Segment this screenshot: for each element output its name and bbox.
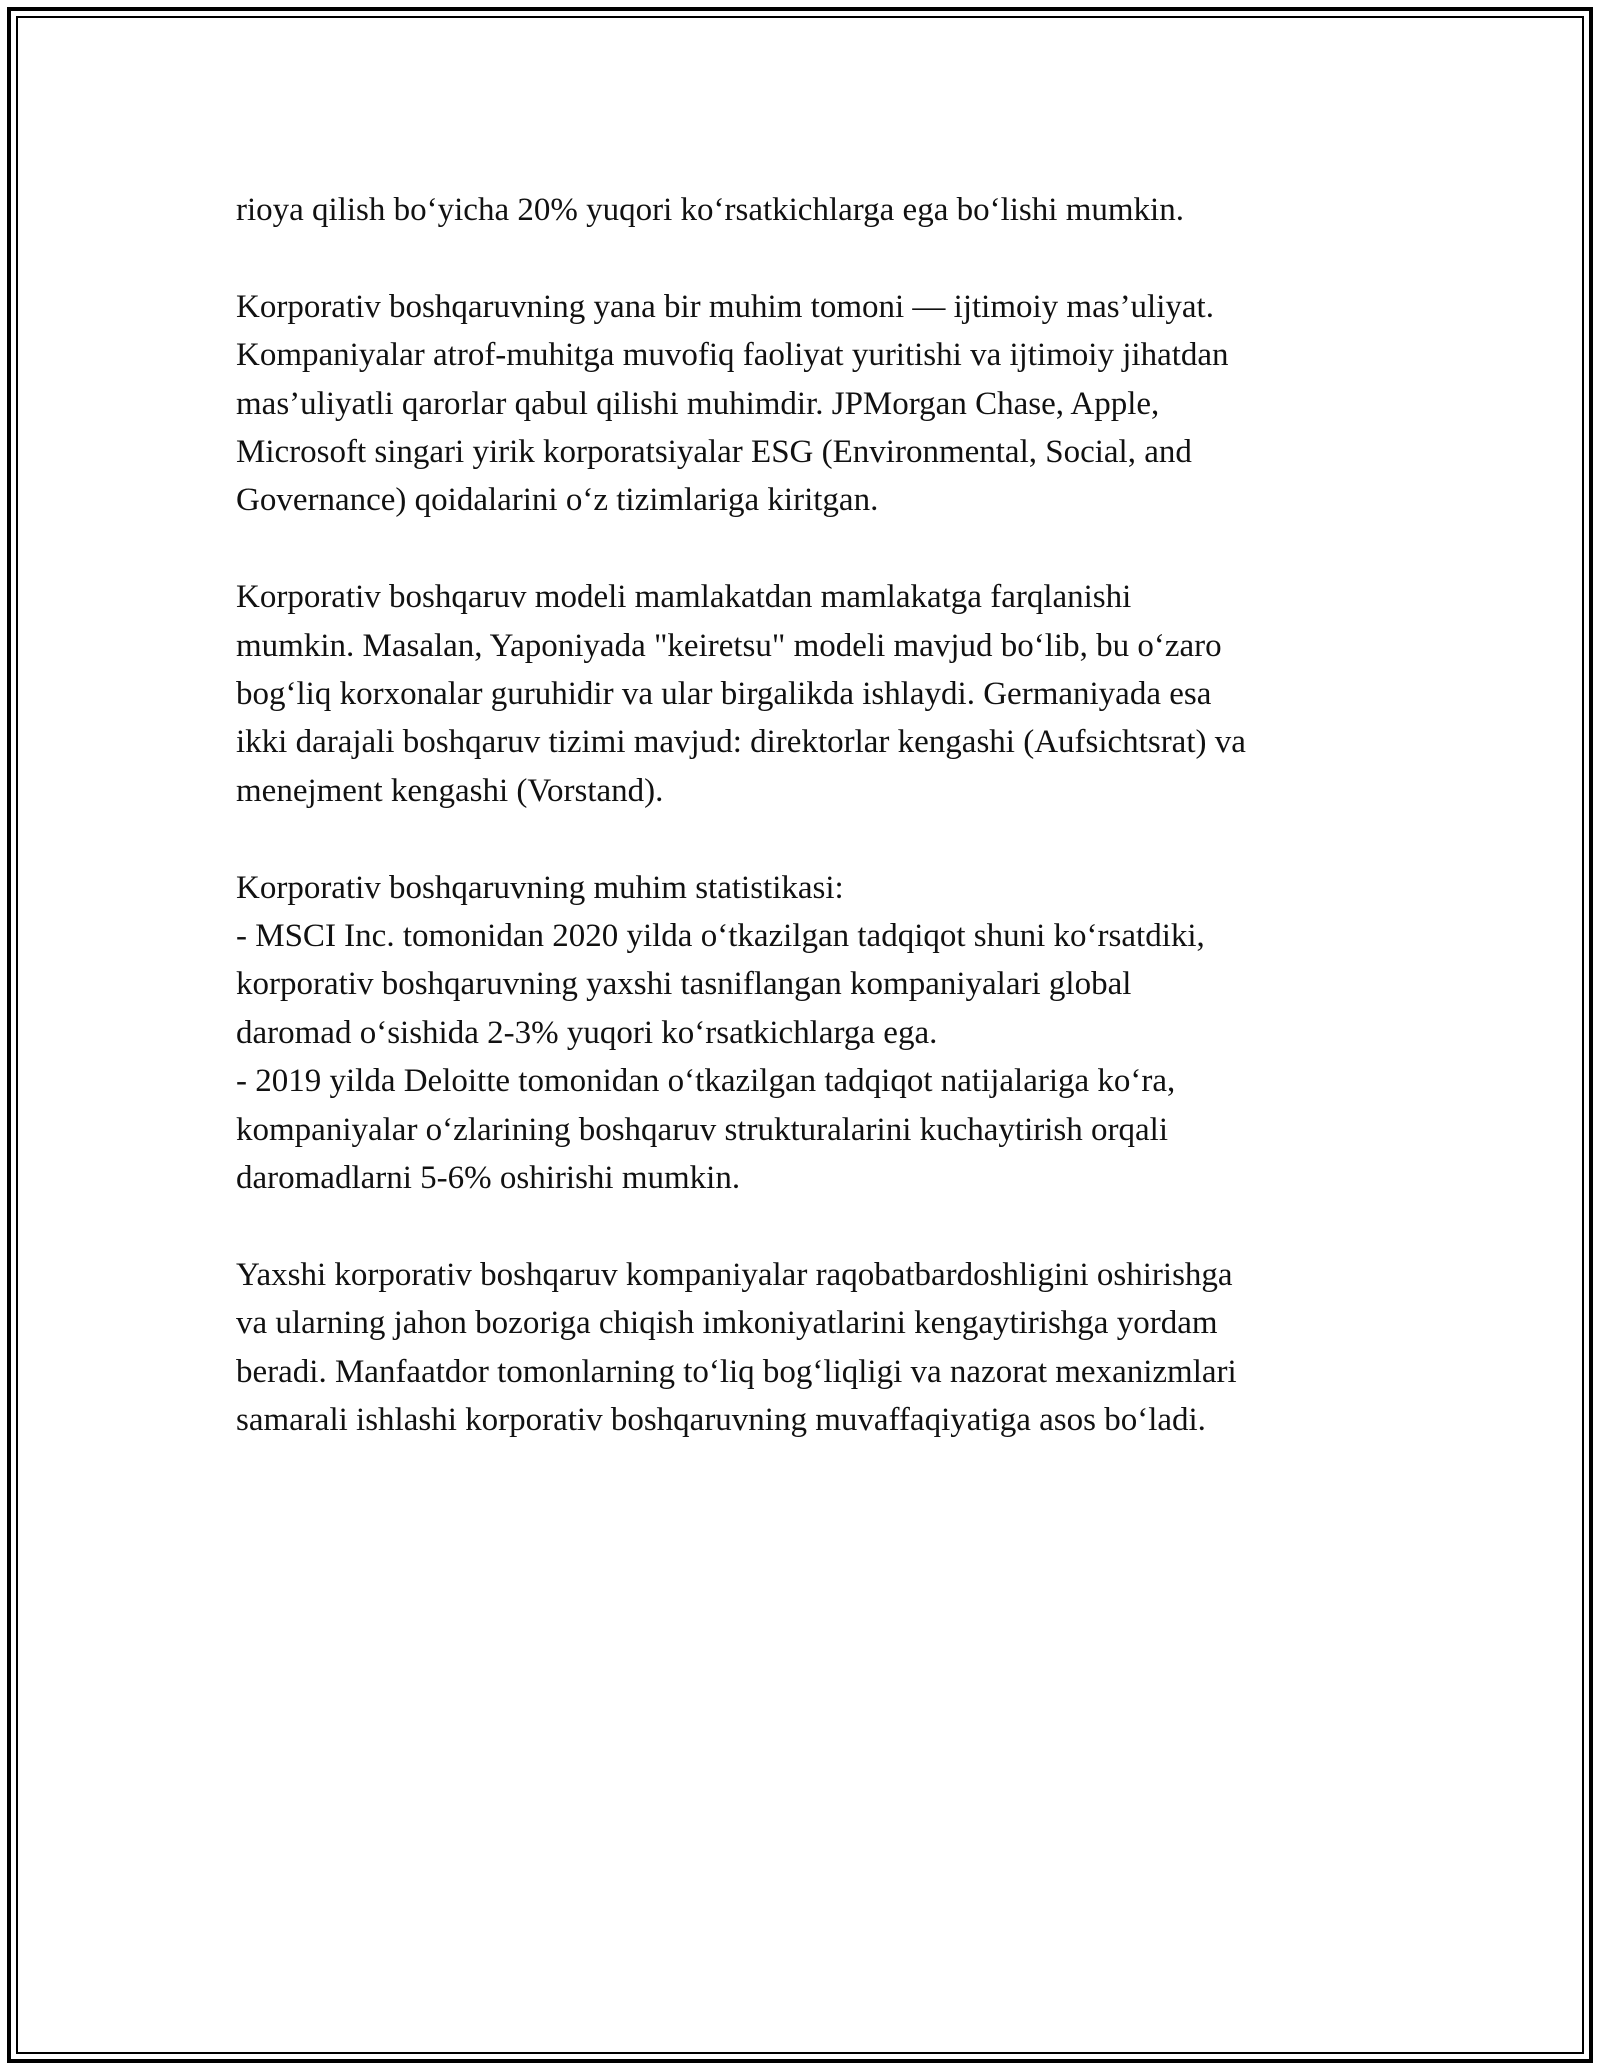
text-line: kompaniyalar o‘zlarining boshqaruv strukturalarini kuchaytirish orqali: [236, 1111, 1168, 1148]
text-line: Microsoft singari yirik korporatsiyalar ESG (Environmental, Social, and: [236, 434, 1192, 471]
text-line: samarali ishlashi korporativ boshqaruvning muvaffaqiyatiga asos bo‘ladi.: [236, 1402, 1206, 1439]
text-line: Korporativ boshqaruvning yana bir muhim tomoni — ijtimoiy mas’uliyat.: [236, 288, 1214, 325]
document-body: [236, 186, 1386, 1493]
text-line: mas’uliyatli qarorlar qabul qilishi muhimdir. JPMorgan Chase, Apple,: [236, 385, 1160, 422]
list-item-line: - MSCI Inc. tomonidan 2020 yilda o‘tkazilgan tadqiqot shuni ko‘rsatdiki,: [236, 918, 1205, 955]
paragraph-3: [236, 573, 1386, 815]
paragraph-4-statistics: [236, 864, 1386, 1203]
text-line: ikki darajali boshqaruv tizimi mavjud: direktorlar kengashi (Aufsichtsrat) va: [236, 724, 1246, 761]
text-line: Kompaniyalar atrof-muhitga muvofiq faoliyat yuritishi va ijtimoiy jihatdan: [236, 337, 1229, 374]
text-line: Yaxshi korporativ boshqaruv kompaniyalar raqobatbardoshligini oshirishga: [236, 1256, 1233, 1293]
paragraph-2: [236, 283, 1386, 525]
text-line: Korporativ boshqaruvning muhim statistikasi:: [236, 869, 844, 906]
text-line: rioya qilish bo‘yicha 20% yuqori ko‘rsatkichlarga ega bo‘lishi mumkin.: [236, 192, 1184, 228]
text-line: daromadlarni 5-6% oshirishi mumkin.: [236, 1160, 741, 1197]
paragraph-5: [236, 1251, 1386, 1445]
list-item-line: - 2019 yilda Deloitte tomonidan o‘tkazilgan tadqiqot natijalariga ko‘ra,: [236, 1063, 1176, 1100]
text-line: menejment kengashi (Vorstand).: [236, 772, 664, 809]
text-line: beradi. Manfaatdor tomonlarning to‘liq bog‘liqligi va nazorat mexanizmlari: [236, 1353, 1237, 1390]
text-line: va ularning jahon bozoriga chiqish imkoniyatlarini kengaytirishga yordam: [236, 1305, 1218, 1342]
paragraph-1: [236, 186, 1386, 234]
text-line: daromad o‘sishida 2-3% yuqori ko‘rsatkichlarga ega.: [236, 1014, 938, 1051]
text-line: mumkin. Masalan, Yaponiyada "keiretsu" modeli mavjud bo‘lib, bu o‘zaro: [236, 627, 1222, 664]
text-line: Korporativ boshqaruv modeli mamlakatdan mamlakatga farqlanishi: [236, 579, 1132, 616]
text-line: bog‘liq korxonalar guruhidir va ular birgalikda ishlaydi. Germaniyada esa: [236, 676, 1212, 713]
text-line: korporativ boshqaruvning yaxshi tasniflangan kompaniyalari global: [236, 966, 1132, 1003]
text-line: Governance) qoidalarini o‘z tizimlariga kiritgan.: [236, 482, 879, 519]
